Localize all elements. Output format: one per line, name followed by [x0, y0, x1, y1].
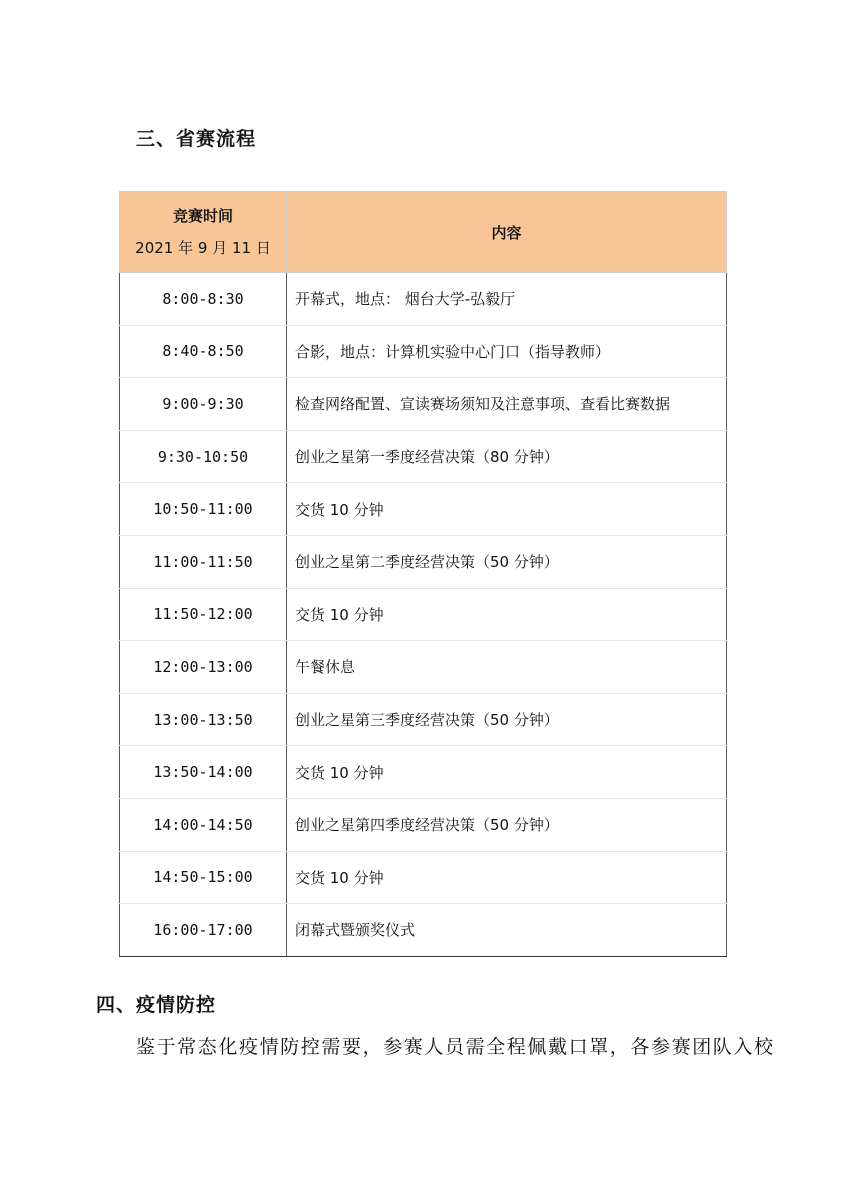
header-content-label: 内容	[287, 192, 727, 273]
row-content: 检查网络配置、宣读赛场须知及注意事项、查看比赛数据	[287, 378, 727, 431]
row-time: 14:00-14:50	[120, 798, 287, 851]
table-row	[120, 588, 727, 641]
schedule-table	[119, 191, 727, 957]
row-time: 8:40-8:50	[120, 325, 287, 378]
epidemic-paragraph: 鉴于常态化疫情防控需要，参赛人员需全程佩戴口罩，各参赛团队入校	[136, 1036, 775, 1058]
header-time-label: 竞赛时间	[172, 207, 233, 225]
row-time: 11:50-12:00	[120, 588, 287, 641]
table-row	[120, 273, 727, 326]
table-row	[120, 483, 727, 536]
row-time: 9:30-10:50	[120, 430, 287, 483]
row-time: 13:50-14:00	[120, 746, 287, 799]
table-row	[120, 325, 727, 378]
row-content: 交货 10 分钟	[287, 588, 727, 641]
row-time: 16:00-17:00	[120, 904, 287, 957]
section-title-epidemic: 四、疫情防控	[96, 994, 217, 1016]
row-content: 创业之星第四季度经营决策（50 分钟）	[287, 798, 727, 851]
table-row	[120, 851, 727, 904]
table-header-row	[120, 192, 727, 273]
row-time: 11:00-11:50	[120, 535, 287, 588]
row-time: 10:50-11:00	[120, 483, 287, 536]
row-time: 9:00-9:30	[120, 378, 287, 431]
row-time: 8:00-8:30	[120, 273, 287, 326]
table-row	[120, 798, 727, 851]
row-content: 创业之星第三季度经营决策（50 分钟）	[287, 693, 727, 746]
row-content: 午餐休息	[287, 641, 727, 694]
row-content: 交货 10 分钟	[287, 851, 727, 904]
row-time: 12:00-13:00	[120, 641, 287, 694]
row-content: 交货 10 分钟	[287, 483, 727, 536]
header-time-cell	[120, 192, 287, 273]
row-content: 创业之星第二季度经营决策（50 分钟）	[287, 535, 727, 588]
row-content: 创业之星第一季度经营决策（80 分钟）	[287, 430, 727, 483]
row-content: 合影，地点：计算机实验中心门口（指导教师）	[287, 325, 727, 378]
row-content: 交货 10 分钟	[287, 746, 727, 799]
row-time: 14:50-15:00	[120, 851, 287, 904]
section-title-schedule: 三、省赛流程	[136, 128, 257, 150]
table-row	[120, 746, 727, 799]
table-row	[120, 378, 727, 431]
row-content: 开幕式，地点： 烟台大学-弘毅厅	[287, 273, 727, 326]
row-content: 闭幕式暨颁奖仪式	[287, 904, 727, 957]
table-row	[120, 535, 727, 588]
row-time: 13:00-13:50	[120, 693, 287, 746]
header-date: 2021 年 9 月 11 日	[135, 239, 271, 257]
table-row	[120, 693, 727, 746]
table-row	[120, 904, 727, 957]
table-row	[120, 430, 727, 483]
table-row	[120, 641, 727, 694]
